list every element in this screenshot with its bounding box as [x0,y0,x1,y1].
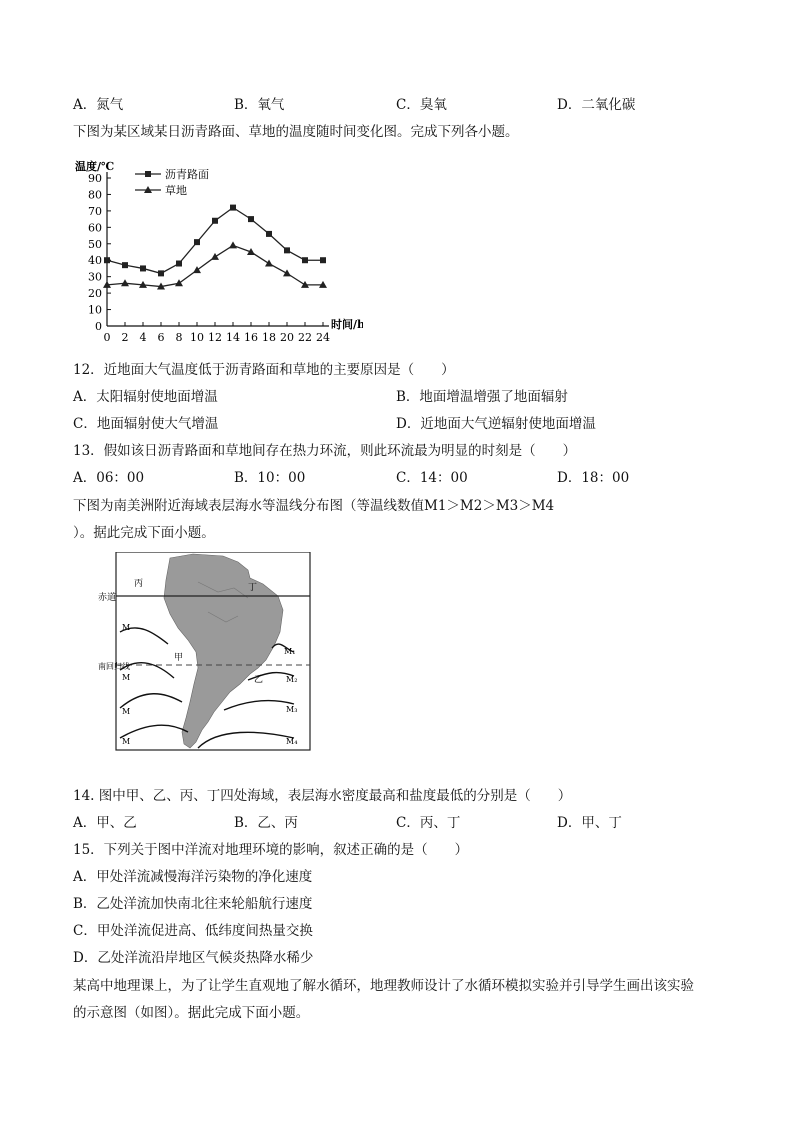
q13-stem: 13．假如该日沥青路面和草地间存在热力环流，则此环流最为明显的时刻是（ ） [73,443,577,459]
point-0-11 [302,257,308,263]
q15-stem: 15．下列关于图中洋流对地理环境的影响，叙述正确的是（ ） [73,842,469,858]
y-tick-label: 40 [88,254,102,268]
point-0-12 [320,257,326,263]
q14-option-a: A．甲、乙 [73,815,137,831]
q13-option-c: C．14：00 [396,470,468,486]
isotherm-label-west-2: M [122,673,131,682]
point-0-3 [158,270,164,276]
point-1-4 [175,279,183,286]
q12-option-c: C．地面辐射使大气增温 [73,416,219,432]
legend-marker-0 [145,171,151,177]
q15-option-d: D．乙处洋流沿岸地区气候炎热降水稀少 [73,950,314,966]
y-tick-label: 80 [88,188,102,202]
legend-label-1: 草地 [165,184,187,197]
isotherm-label-east-4: M₄ [286,737,298,746]
x-tick-label: 24 [316,331,330,344]
q14-option-c: C．丙、丁 [396,815,461,831]
q14-option-b: B．乙、丙 [234,815,298,831]
temperature-chart [73,148,363,348]
point-0-10 [284,247,290,253]
y-tick-label: 50 [88,237,102,251]
q15-option-c: C．甲处洋流促进高、低纬度间热量交换 [73,923,313,939]
x-tick-label: 18 [262,331,276,344]
point-0-4 [176,261,182,267]
equator-label: 赤道 [98,593,117,603]
point-1-7 [229,241,237,248]
x-axis-label: 时间/h [331,318,363,331]
y-tick-label: 10 [88,303,102,317]
isotherm-label-west-3: M [122,707,131,716]
region-label-bing: 丙 [134,579,144,589]
q11-option-c: C．臭氧 [396,97,447,113]
isotherm-label-west-4: M [122,737,131,746]
y-tick-label: 20 [88,287,102,301]
point-0-5 [194,239,200,245]
y-tick-label: 70 [88,204,102,218]
isotherm-label-east-3: M₃ [286,705,298,714]
isotherm-label-east-1: M₁ [284,647,296,656]
point-0-6 [212,218,218,224]
region-label-ding: 丁 [248,583,258,593]
x-tick-label: 10 [190,331,204,344]
q12-stem: 12．近地面大气温度低于沥青路面和草地的主要原因是（ ） [73,362,455,378]
south-america-isotherm-map [98,552,314,752]
x-tick-label: 20 [280,331,294,344]
q15-option-a: A．甲处洋流减慢海洋污染物的净化速度 [73,869,313,885]
q14-option-d: D．甲、丁 [557,815,622,831]
point-1-5 [193,266,201,273]
point-1-10 [283,269,291,276]
y-tick-label: 30 [88,270,102,284]
isotherm-map-svg [98,552,314,752]
tropic-label: 南回归线 [98,662,130,671]
map-intro-line1: 下图为南美洲附近海域表层海水等温线分布图（等温线数值M1＞M2＞M3＞M4 [73,498,555,514]
q14-stem: 14. 图中甲、乙、丙、丁四处海域，表层海水密度最高和盐度最低的分别是（ ） [73,788,572,804]
region-label-jia: 甲 [174,653,184,663]
y-axis-label: 温度/℃ [75,160,115,173]
series-line-0 [107,208,323,274]
legend-label-0: 沥青路面 [165,168,209,181]
point-0-2 [140,265,146,271]
x-tick-label: 2 [121,331,129,344]
point-0-1 [122,262,128,268]
x-tick-label: 22 [298,331,312,344]
q11-option-d: D．二氧化碳 [557,97,636,113]
y-tick-label: 0 [95,320,102,333]
y-tick-label: 90 [88,172,102,185]
q11-option-b: B．氧气 [234,97,285,113]
next-intro-line1: 某高中地理课上，为了让学生直观地了解水循环，地理教师设计了水循环模拟实验并引导学生画出该实验 [73,978,694,994]
q13-option-d: D．18：00 [557,470,630,486]
x-tick-label: 12 [208,331,222,344]
point-1-6 [211,253,219,260]
point-0-0 [104,257,110,263]
point-1-9 [265,260,273,267]
region-label-yi: 乙 [254,675,264,685]
q12-option-d: D．近地面大气逆辐射使地面增温 [396,416,596,432]
x-tick-label: 6 [157,331,165,344]
x-tick-label: 16 [244,331,258,344]
chart-intro: 下图为某区域某日沥青路面、草地的温度随时间变化图。完成下列各小题。 [73,124,519,140]
x-tick-label: 0 [103,331,111,344]
x-tick-label: 14 [226,331,240,344]
point-0-8 [248,216,254,222]
q13-option-b: B．10：00 [234,470,306,486]
point-0-7 [230,205,236,211]
point-1-1 [121,279,129,286]
map-intro-line2: ）。据此完成下面小题。 [73,525,215,541]
q13-option-a: A．06：00 [73,470,145,486]
next-intro-line2: 的示意图（如图）。据此完成下面小题。 [73,1005,310,1021]
point-0-9 [266,231,272,237]
q12-option-a: A．太阳辐射使地面增温 [73,389,218,405]
q11-option-a: A．氮气 [73,97,124,113]
x-tick-label: 4 [139,331,147,344]
isotherm-label-west-1: M [122,623,131,632]
temperature-chart-svg [73,148,363,348]
y-tick-label: 60 [88,221,102,235]
q12-option-b: B．地面增温增强了地面辐射 [396,389,568,405]
q15-option-b: B．乙处洋流加快南北往来轮船航行速度 [73,896,313,912]
isotherm-label-east-2: M₂ [286,675,298,684]
x-tick-label: 8 [175,331,183,344]
